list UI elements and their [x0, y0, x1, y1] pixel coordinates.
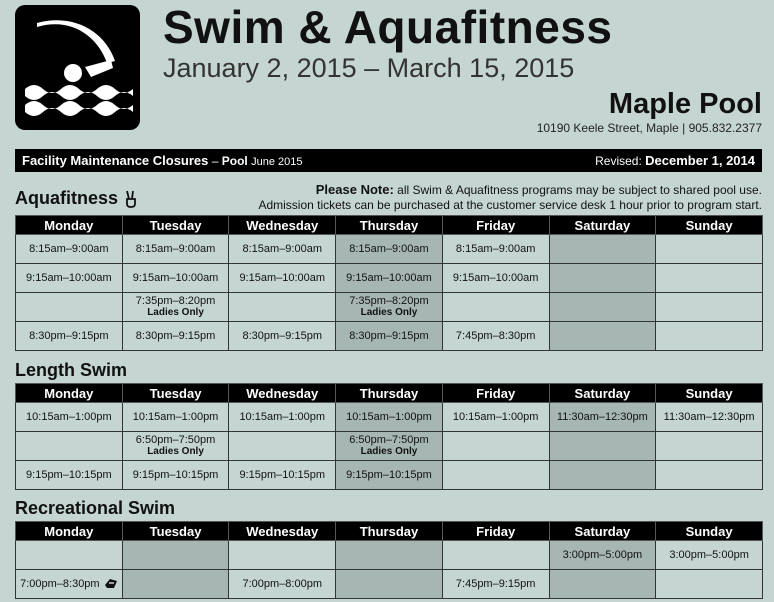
- schedule-cell: [336, 235, 443, 264]
- session-time: 10:15am–1:00pm: [239, 411, 326, 423]
- day-header: Wednesday: [229, 216, 336, 235]
- note-line1: all Swim & Aquafitness programs may be subject to shared pool use.: [397, 183, 762, 197]
- pool-label: Pool: [221, 154, 248, 168]
- schedule-row: [16, 570, 763, 599]
- schedule-cell: [656, 541, 763, 570]
- maintenance-closures: [22, 153, 302, 168]
- revised-date: December 1, 2014: [645, 153, 755, 168]
- day-header: Sunday: [656, 216, 763, 235]
- day-header-row: [16, 216, 763, 235]
- session-time: 9:15am–10:00am: [239, 272, 326, 284]
- aquafitness-title-text: Aquafitness: [15, 188, 119, 208]
- schedule-cell: [549, 432, 656, 461]
- schedule-cell: [122, 403, 229, 432]
- schedule-cell: [122, 322, 229, 351]
- recreational-swim-title: Recreational Swim: [15, 498, 176, 518]
- schedule-cell: [229, 264, 336, 293]
- session-time: 9:15am–10:00am: [26, 272, 112, 284]
- schedule-cell: [656, 432, 763, 461]
- schedule-cell: [336, 541, 443, 570]
- schedule-cell: [656, 235, 763, 264]
- schedule-cell: [16, 461, 123, 490]
- schedule-cell: [122, 570, 229, 599]
- schedule-row: [16, 264, 763, 293]
- schedule-cell: [16, 293, 123, 322]
- please-note: [258, 182, 762, 213]
- session-time: 8:30pm–9:15pm: [29, 330, 109, 342]
- day-header: Sunday: [656, 522, 763, 541]
- session-time: 7:45pm–8:30pm: [455, 330, 536, 342]
- schedule-cell: [549, 293, 656, 322]
- schedule-cell: [549, 461, 656, 490]
- session-time: 9:15am–10:00am: [346, 272, 432, 284]
- schedule-cell: [122, 461, 229, 490]
- schedule-cell: [442, 403, 549, 432]
- session-time: 9:15pm–10:15pm: [132, 469, 219, 481]
- day-header: Thursday: [336, 522, 443, 541]
- schedule-cell: [656, 264, 763, 293]
- schedule-cell: [16, 432, 123, 461]
- schedule-cell: [656, 570, 763, 599]
- schedule-cell: [16, 570, 123, 599]
- schedule-cell: [442, 461, 549, 490]
- schedule-cell: [336, 293, 443, 322]
- schedule-cell: [549, 264, 656, 293]
- schedule-cell: [16, 322, 123, 351]
- schedule-cell: [229, 235, 336, 264]
- schedule-cell: [656, 403, 763, 432]
- day-header: Monday: [16, 384, 123, 403]
- note-bold: Please Note:: [315, 182, 394, 197]
- closure-month: June 2015: [251, 156, 303, 168]
- session-time: 9:15am–10:00am: [452, 272, 539, 284]
- banner-separator: –: [208, 154, 222, 168]
- day-header: Wednesday: [229, 384, 336, 403]
- day-header: Friday: [442, 522, 549, 541]
- schedule-cell: [122, 235, 229, 264]
- schedule-cell: [16, 541, 123, 570]
- swimmer-icon: [15, 5, 140, 130]
- session-time: 7:00pm–8:30pm: [20, 578, 100, 590]
- float-toy-icon: [104, 577, 118, 592]
- schedule-row: [16, 293, 763, 322]
- day-header: Thursday: [336, 384, 443, 403]
- session-time: 7:35pm–8:20pm: [135, 295, 216, 307]
- session-time: 8:30pm–9:15pm: [135, 330, 216, 342]
- schedule-row: [16, 322, 763, 351]
- revised-info: [595, 153, 755, 168]
- schedule-cell: [442, 570, 549, 599]
- session-time: 7:35pm–8:20pm: [349, 295, 429, 307]
- schedule-cell: [229, 461, 336, 490]
- schedule-cell: [336, 403, 443, 432]
- session-time: 3:00pm–5:00pm: [562, 549, 643, 561]
- schedule-cell: [442, 322, 549, 351]
- session-time: 8:15am–9:00am: [135, 243, 216, 255]
- page-title: Swim & Aquafitness: [163, 1, 613, 53]
- schedule-cell: [229, 322, 336, 351]
- day-header-row: [16, 522, 763, 541]
- schedule-cell: [336, 432, 443, 461]
- aquafitness-title: [15, 188, 138, 209]
- day-header: Sunday: [656, 384, 763, 403]
- schedule-cell: [16, 264, 123, 293]
- schedule-cell: [656, 461, 763, 490]
- schedule-cell: [549, 570, 656, 599]
- session-time: 8:15am–9:00am: [29, 243, 109, 255]
- schedule-row: [16, 541, 763, 570]
- schedule-cell: [656, 322, 763, 351]
- schedule-cell: [442, 293, 549, 322]
- day-header: Tuesday: [122, 384, 229, 403]
- session-time: 10:15am–1:00pm: [26, 411, 112, 423]
- length-swim-title: Length Swim: [15, 360, 127, 380]
- date-range: January 2, 2015 – March 15, 2015: [163, 53, 575, 83]
- schedule-cell: [229, 293, 336, 322]
- session-note: Ladies Only: [147, 446, 204, 457]
- session-time: 8:15am–9:00am: [242, 243, 322, 255]
- day-header: Saturday: [549, 522, 656, 541]
- session-time: 8:15am–9:00am: [349, 243, 429, 255]
- schedule-cell: [336, 570, 443, 599]
- session-time: 10:15am–1:00pm: [346, 411, 432, 423]
- pool-name: Maple Pool: [608, 88, 762, 120]
- maintenance-label: Facility Maintenance Closures: [22, 153, 209, 168]
- schedule-cell: [442, 541, 549, 570]
- schedule-cell: [122, 264, 229, 293]
- schedule-cell: [549, 235, 656, 264]
- session-time: 7:00pm–8:00pm: [242, 578, 322, 590]
- schedule-cell: [656, 293, 763, 322]
- schedule-cell: [549, 541, 656, 570]
- schedule-cell: [229, 403, 336, 432]
- revised-label: Revised:: [595, 154, 642, 168]
- session-time: 8:30pm–9:15pm: [349, 330, 429, 342]
- session-note: Ladies Only: [360, 307, 418, 318]
- schedule-cell: [549, 403, 656, 432]
- session-time: 10:15am–1:00pm: [132, 411, 219, 423]
- day-header-row: [16, 384, 763, 403]
- session-time: 9:15pm–10:15pm: [26, 469, 112, 481]
- schedule-cell: [229, 570, 336, 599]
- session-note: Ladies Only: [360, 446, 418, 457]
- session-time: 6:50pm–7:50pm: [135, 434, 216, 446]
- day-header: Tuesday: [122, 522, 229, 541]
- note-line2: Admission tickets can be purchased at the customer service desk 1 hour prior to program start.: [258, 198, 762, 212]
- schedule-cell: [122, 432, 229, 461]
- maintenance-banner: [15, 149, 762, 172]
- session-time: 9:15pm–10:15pm: [346, 469, 432, 481]
- schedule-cell: [122, 293, 229, 322]
- schedule-cell: [16, 403, 123, 432]
- schedule-cell: [122, 541, 229, 570]
- schedule-cell: [549, 322, 656, 351]
- recreational-swim-table: [15, 521, 763, 599]
- session-time: 8:30pm–9:15pm: [242, 330, 322, 342]
- session-note: Ladies Only: [147, 307, 204, 318]
- session-time: 7:45pm–9:15pm: [455, 578, 536, 590]
- schedule-cell: [442, 264, 549, 293]
- schedule-row: [16, 432, 763, 461]
- session-time: 6:50pm–7:50pm: [349, 434, 429, 446]
- day-header: Tuesday: [122, 216, 229, 235]
- session-time: 8:15am–9:00am: [455, 243, 536, 255]
- schedule-cell: [442, 432, 549, 461]
- schedule-row: [16, 461, 763, 490]
- peace-hand-icon: [124, 190, 138, 208]
- schedule-cell: [229, 541, 336, 570]
- schedule-row: [16, 403, 763, 432]
- session-time: 11:30am–12:30pm: [663, 411, 755, 423]
- session-time: 11:30am–12:30pm: [556, 411, 648, 423]
- length-swim-table: [15, 383, 763, 490]
- session-time: 10:15am–1:00pm: [452, 411, 539, 423]
- session-time: 9:15am–10:00am: [132, 272, 219, 284]
- day-header: Friday: [442, 216, 549, 235]
- session-time: 3:00pm–5:00pm: [669, 549, 749, 561]
- schedule-cell: [336, 264, 443, 293]
- pool-address: 10190 Keele Street, Maple | 905.832.2377: [536, 121, 762, 135]
- day-header: Monday: [16, 216, 123, 235]
- day-header: Saturday: [549, 384, 656, 403]
- day-header: Thursday: [336, 216, 443, 235]
- schedule-cell: [442, 235, 549, 264]
- day-header: Monday: [16, 522, 123, 541]
- day-header: Wednesday: [229, 522, 336, 541]
- schedule-row: [16, 235, 763, 264]
- day-header: Saturday: [549, 216, 656, 235]
- session-time: 9:15pm–10:15pm: [239, 469, 326, 481]
- schedule-cell: [336, 461, 443, 490]
- schedule-cell: [336, 322, 443, 351]
- schedule-cell: [229, 432, 336, 461]
- swimmer-logo: [15, 5, 140, 130]
- aquafitness-table: [15, 215, 763, 351]
- schedule-cell: [16, 235, 123, 264]
- day-header: Friday: [442, 384, 549, 403]
